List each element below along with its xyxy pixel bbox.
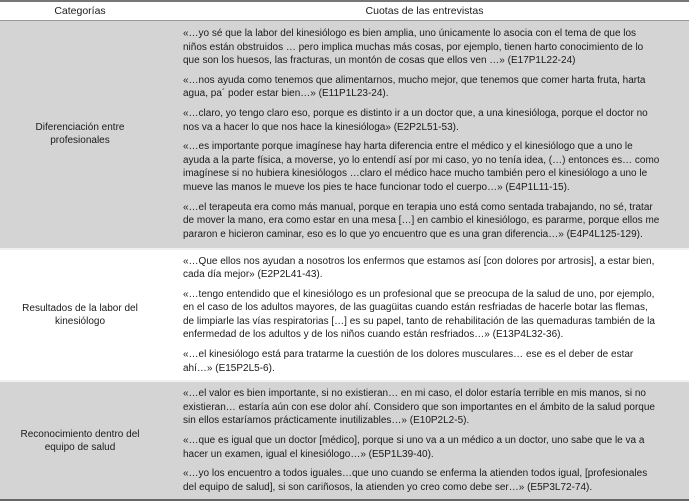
- quote-line: «…Que ellos nos ayudan a nosotros los enfermos que estamos así [con dolores por artrosis], a estar bien,: [183, 255, 655, 267]
- quote-line: «…es importante porque imagínese hay harta diferencia entre el médico y el kinesiólogo que a uno le: [183, 141, 633, 153]
- interview-quote: [183, 201, 681, 242]
- header-quotes: Cuotas de las entrevistas: [160, 1, 689, 21]
- quote-line: enfermedad de los adultos y de los niños cuando están resfriados…» (E13P4L32-36).: [183, 329, 564, 341]
- quote-line: mueve las manos le mueve los pies te hace funcionar todo el cuerpo…» (E4P1L11-15).: [183, 182, 570, 194]
- quote-line: «…nos ayuda como tenemos que alimentarnos, mucho mejor, que tenemos que comer harta fruta, harta: [183, 74, 646, 86]
- interview-quote: [183, 288, 681, 342]
- quote-line: hacer un examen, igual el kinesiólogo…» (E5P1L39-40).: [183, 448, 434, 460]
- quote-line: pararon e hicieron caminar, eso es lo que yo encuentro que es una gran diferencia…» (E4P4L125-129).: [183, 228, 643, 240]
- quote-line: del equipo de salud], si son cariñosos, la atienden yo creo como debe ser…» (E5P3L72-74).: [183, 481, 593, 493]
- quote-line: en el caso de los adultos mayores, de las guagüitas cuando están resfriadas de hacerle botar las flemas,: [183, 302, 648, 314]
- category-line: kinesiólogo: [54, 315, 106, 327]
- quote-line: «…el terapeuta era como más manual, porque en terapia uno está como sentada trabajando, no sé, tratar: [183, 201, 653, 213]
- quote-line: cada día mejor» (E2P2L41-43).: [183, 269, 323, 281]
- category-line: profesionales: [50, 135, 110, 147]
- interview-quote: [183, 27, 681, 68]
- category-line: Reconocimiento dentro del: [20, 428, 140, 440]
- quote-line: «…el valor es bien importante, si no existieran… en mi caso, el dolor estaría terrible en mis manos, si no: [183, 388, 646, 400]
- quote-line: niños están obstruidos … pero implica muchas más cosas, por ejemplo, tienen harto conocimiento de lo: [183, 41, 644, 53]
- header-categories: Categorías: [0, 1, 160, 21]
- category-line: equipo de salud: [44, 441, 116, 453]
- interview-quote: [183, 107, 681, 134]
- table-row: [0, 249, 689, 382]
- quote-line: ahí…» (E15P2L5-6).: [183, 362, 275, 374]
- table-row: [0, 21, 689, 249]
- interview-quote: [183, 74, 681, 101]
- quote-line: de limpiarle las vías respiratorias […] es su papel, tanto de rehabilitación de las quemaduras también de la: [183, 315, 655, 327]
- quote-line: «…que es igual que un doctor [médico], porque si uno va a un médico a un doctor, uno sabe que le va a: [183, 435, 645, 447]
- category-cell: [0, 21, 160, 249]
- quote-line: «…el kinesiólogo está para tratarme la cuestión de los dolores musculares… ese es el deber de estar: [183, 349, 634, 361]
- quote-line: que son los huesos, las fracturas, un montón de cosas que ellos ven …» (E17P1L22-24): [183, 55, 576, 67]
- quote-line: sin ellos estaríamos prácticamente inutilizables…» (E10P2L2-5).: [183, 415, 470, 427]
- interview-quote: [183, 387, 681, 428]
- quote-line: «…claro, yo tengo claro eso, porque es distinto ir a un doctor que, a una kinesióloga, porque el doctor no: [183, 108, 648, 120]
- quote-line: «…tengo entendido que el kinesiólogo es un profesional que se preocupa de la salud de uno, por ejemplo,: [183, 288, 655, 300]
- quotes-cell: [160, 249, 689, 382]
- quote-line: «…yo los encuentro a todos iguales…que uno cuando se enferma la atienden todos igual, [profesionales: [183, 468, 648, 480]
- quote-line: nos va a hacer lo que nos hace la kinesióloga» (E2P2L51-53).: [183, 121, 459, 133]
- interview-quote: [183, 255, 681, 282]
- quotes-cell: [160, 21, 689, 249]
- quote-line: de mover la mano, era como estar en una mesa […] en cambio el kinesiólogo, es pararme, porque ellos me: [183, 215, 660, 227]
- interview-quote: [183, 348, 681, 375]
- category-cell: [0, 249, 160, 382]
- interview-quote: [183, 467, 681, 494]
- quote-line: imagínese si no hubiera kinesiólogos …claro el médico hace mucho también pero el kinesiólogo a uno le: [183, 168, 648, 180]
- category-line: Diferenciación entre: [35, 122, 125, 134]
- quote-line: agua, pa´ poder estar bien…» (E11P1L23-24).: [183, 88, 389, 100]
- quote-line: ayuda a la parte física, a moverse, yo lo entendí así por mi caso, yo no tenía idea, (…) entonces es… como: [183, 154, 660, 166]
- quote-line: «…yo sé que la labor del kinesiólogo es bien amplia, uno únicamente lo asocia con el tema de que los: [183, 28, 637, 40]
- quote-line: existieran… estaría aún con ese dolor ahí. Considero que son importantes en el ámbito de la salud porque: [183, 401, 655, 413]
- category-line: Resultados de la labor del: [22, 302, 138, 314]
- interview-quote: [183, 434, 681, 461]
- header-row: [0, 1, 689, 21]
- interview-quote: [183, 140, 681, 194]
